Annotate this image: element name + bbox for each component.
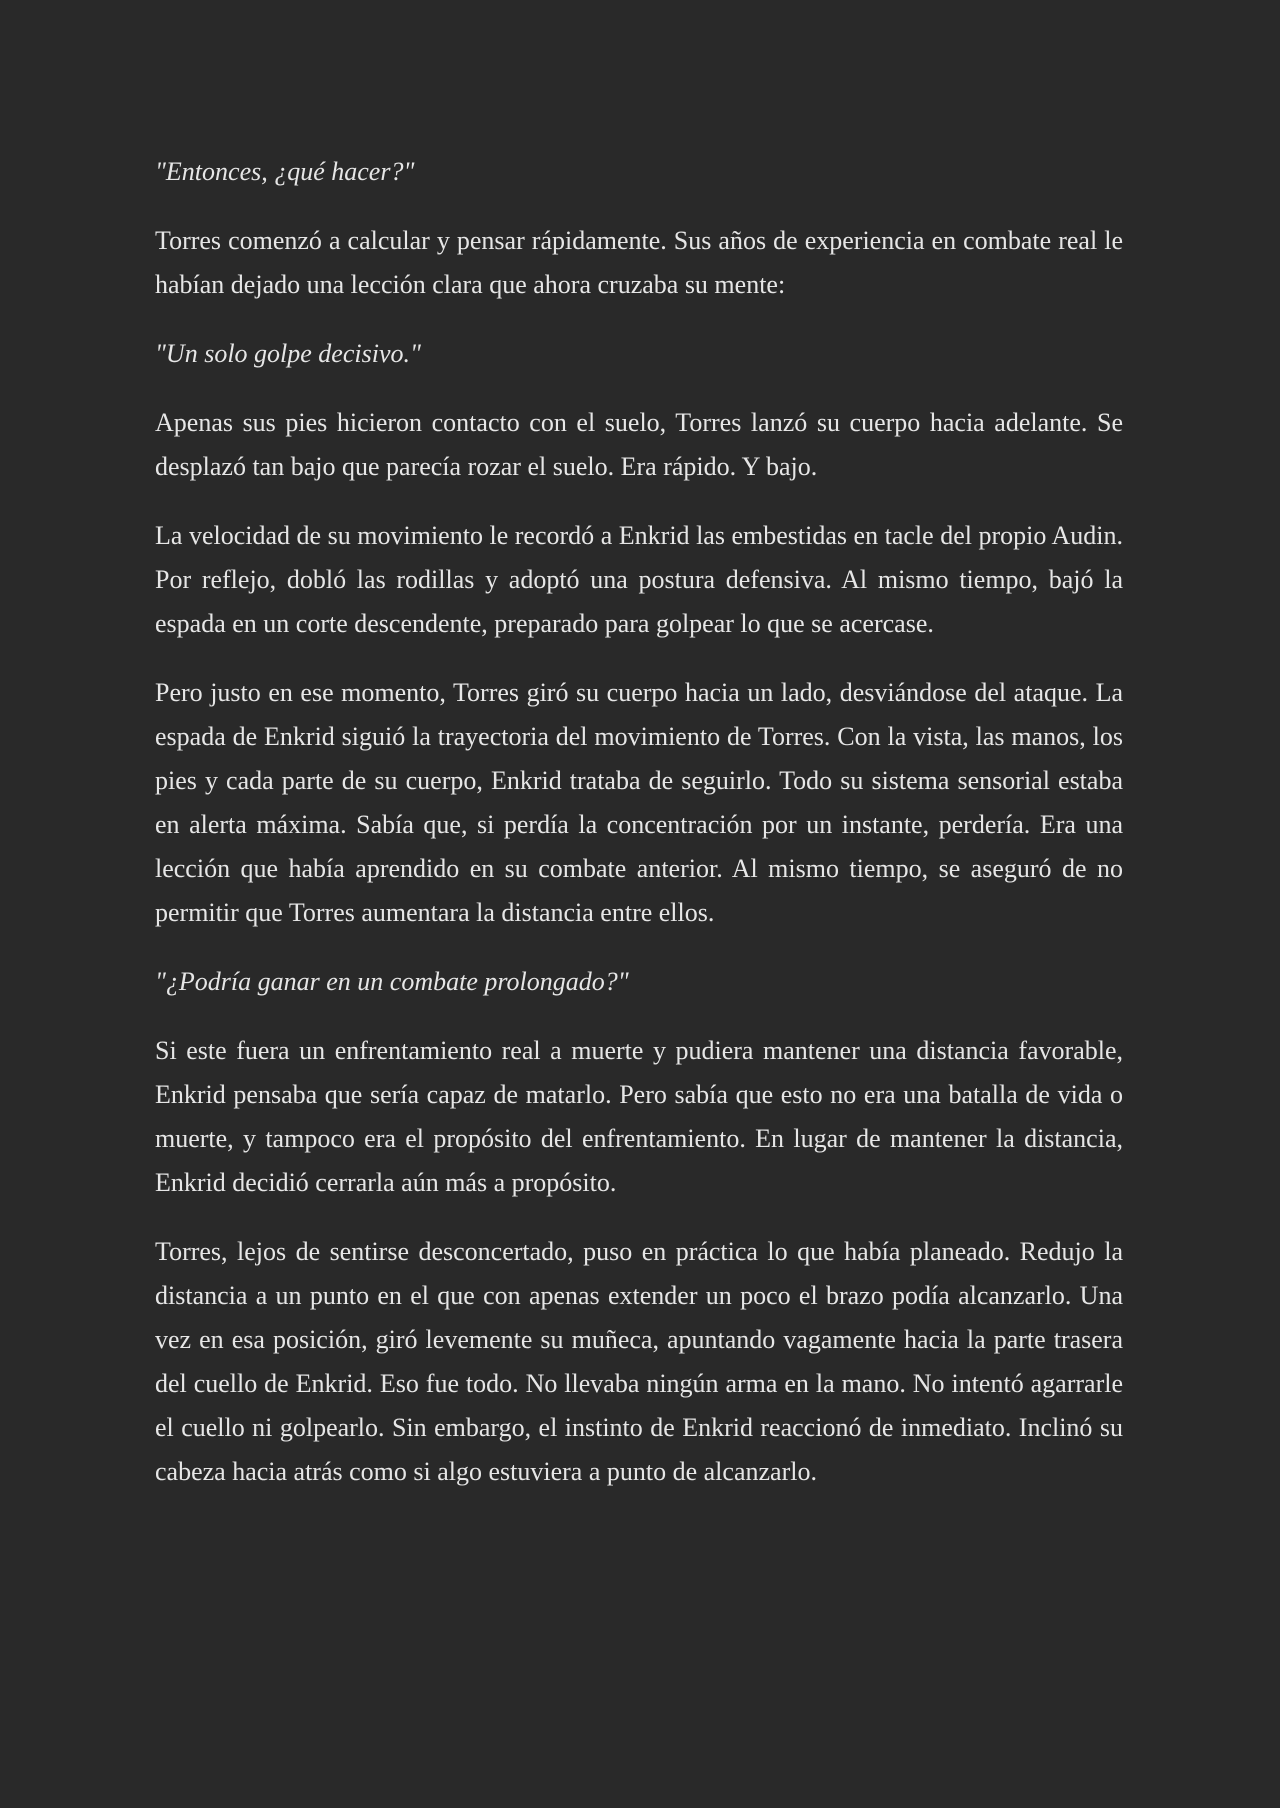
body-paragraph: Torres comenzó a calcular y pensar rápidamente. Sus años de experiencia en combate real le habían dejado una lección clara que ahora cruzaba su mente: xyxy=(155,226,1123,299)
thought-quote: "¿Podría ganar en un combate prolongado?" xyxy=(155,967,629,996)
body-paragraph: La velocidad de su movimiento le recordó a Enkrid las embestidas en tacle del propio Audin. Por reflejo, dobló las rodillas y adoptó una postura defensiva. Al mismo tiempo, bajó la espada en un corte descendente, preparado para golpear lo que se acercase. xyxy=(155,521,1123,638)
thought-quote: "Un solo golpe decisivo." xyxy=(155,339,421,368)
document-page xyxy=(155,150,1123,1519)
body-paragraph: Pero justo en ese momento, Torres giró su cuerpo hacia un lado, desviándose del ataque. La espada de Enkrid siguió la trayectoria del movimiento de Torres. Con la vista, las manos, los pies y cada parte de su cuerpo, Enkrid trataba de seguirlo. Todo su sistema sensorial estaba en alerta máxima. Sabía que, si perdía la concentración por un instante, perdería. Era una lección que había aprendido en su combate anterior. Al mismo tiempo, se aseguró de no permitir que Torres aumentara la distancia entre ellos. xyxy=(155,678,1123,927)
body-paragraph: Apenas sus pies hicieron contacto con el suelo, Torres lanzó su cuerpo hacia adelante. Se desplazó tan bajo que parecía rozar el suelo. Era rápido. Y bajo. xyxy=(155,408,1123,481)
thought-quote: "Entonces, ¿qué hacer?" xyxy=(155,157,415,186)
body-paragraph: Torres, lejos de sentirse desconcertado, puso en práctica lo que había planeado. Redujo la distancia a un punto en el que con apenas extender un poco el brazo podía alcanzarlo. Una vez en esa posición, giró levemente su muñeca, apuntando vagamente hacia la parte trasera del cuello de Enkrid. Eso fue todo. No llevaba ningún arma en la mano. No intentó agarrarle el cuello ni golpearlo. Sin embargo, el instinto de Enkrid reaccionó de inmediato. Inclinó su cabeza hacia atrás como si algo estuviera a punto de alcanzarlo. xyxy=(155,1237,1123,1486)
body-paragraph: Si este fuera un enfrentamiento real a muerte y pudiera mantener una distancia favorable, Enkrid pensaba que sería capaz de matarlo. Pero sabía que esto no era una batalla de vida o muerte, y tampoco era el propósito del enfrentamiento. En lugar de mantener la distancia, Enkrid decidió cerrarla aún más a propósito. xyxy=(155,1036,1123,1197)
